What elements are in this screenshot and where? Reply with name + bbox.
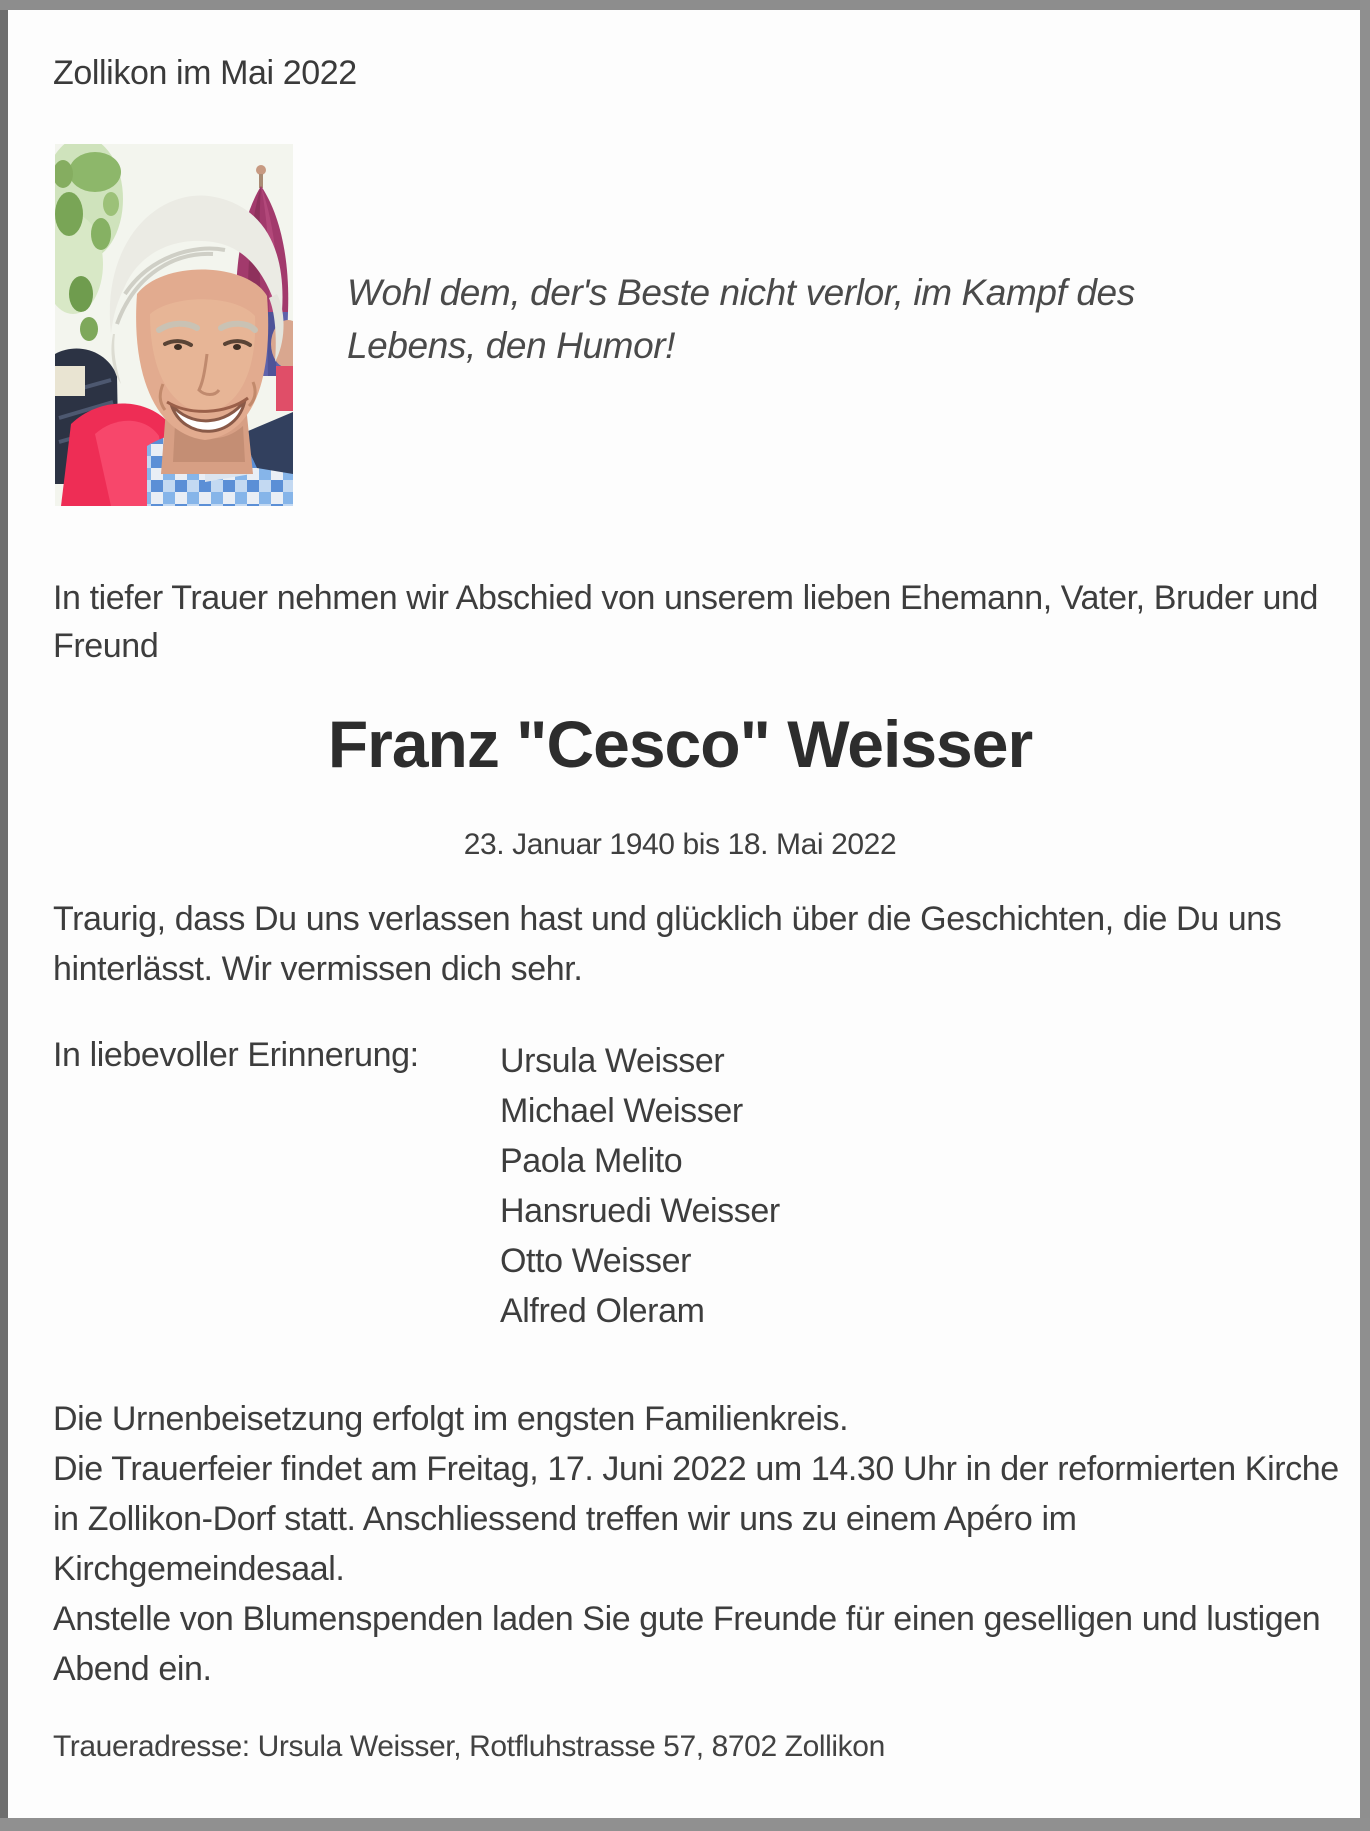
intro-line: In tiefer Trauer nehmen wir Abschied von unserem lieben Ehemann, Vater, Bruder und	[53, 579, 1318, 617]
mourner-name: Michael Weisser	[500, 1092, 743, 1130]
scan-edge-bottom	[0, 1818, 1370, 1831]
ceremony-line: Anstelle von Blumenspenden laden Sie gute Freunde für einen geselligen und lustigen	[53, 1600, 1321, 1638]
farewell-paragraph	[53, 894, 1281, 994]
memorial-quote-line: Lebens, den Humor!	[347, 325, 676, 366]
memorial-quote	[347, 266, 1135, 372]
farewell-line: Traurig, dass Du uns verlassen hast und glücklich über die Geschichten, die Du uns	[53, 900, 1282, 938]
ceremony-line: Die Trauerfeier findet am Freitag, 17. Juni 2022 um 14.30 Uhr in der reformierten Kirche	[53, 1450, 1339, 1488]
ceremony-line: Abend ein.	[53, 1650, 212, 1688]
scan-edge-left	[0, 10, 8, 1818]
mourner-name: Alfred Oleram	[500, 1292, 705, 1330]
portrait-photo-illustration	[55, 144, 293, 506]
mourner-name: Paola Melito	[500, 1142, 683, 1180]
mourners-list	[500, 1036, 780, 1336]
ceremony-paragraph	[53, 1394, 1339, 1694]
farewell-line: hinterlässt. Wir vermissen dich sehr.	[53, 950, 583, 988]
scan-edge-right	[1360, 0, 1370, 1831]
memorial-quote-line: Wohl dem, der's Beste nicht verlor, im Kampf des	[347, 272, 1135, 313]
dateline: Zollikon im Mai 2022	[53, 54, 357, 92]
intro-paragraph	[53, 574, 1318, 670]
deceased-name: Franz "Cesco" Weisser	[327, 707, 1033, 781]
remembrance-label: In liebevoller Erinnerung:	[53, 1036, 419, 1074]
portrait-photo	[55, 144, 293, 506]
ceremony-line: Die Urnenbeisetzung erfolgt im engsten Familienkreis.	[53, 1400, 849, 1438]
mourner-name: Ursula Weisser	[500, 1042, 725, 1080]
ceremony-line: in Zollikon-Dorf statt. Anschliessend treffen wir uns zu einem Apéro im	[53, 1500, 1077, 1538]
mourner-name: Hansruedi Weisser	[500, 1192, 780, 1230]
ceremony-line: Kirchgemeindesaal.	[53, 1550, 345, 1588]
mourner-name: Otto Weisser	[500, 1242, 692, 1280]
life-dates: 23. Januar 1940 bis 18. Mai 2022	[463, 828, 897, 861]
mourning-address: Traueradresse: Ursula Weisser, Rotfluhstrasse 57, 8702 Zollikon	[53, 1730, 885, 1763]
intro-line: Freund	[53, 627, 159, 665]
scan-edge-top	[0, 0, 1370, 10]
